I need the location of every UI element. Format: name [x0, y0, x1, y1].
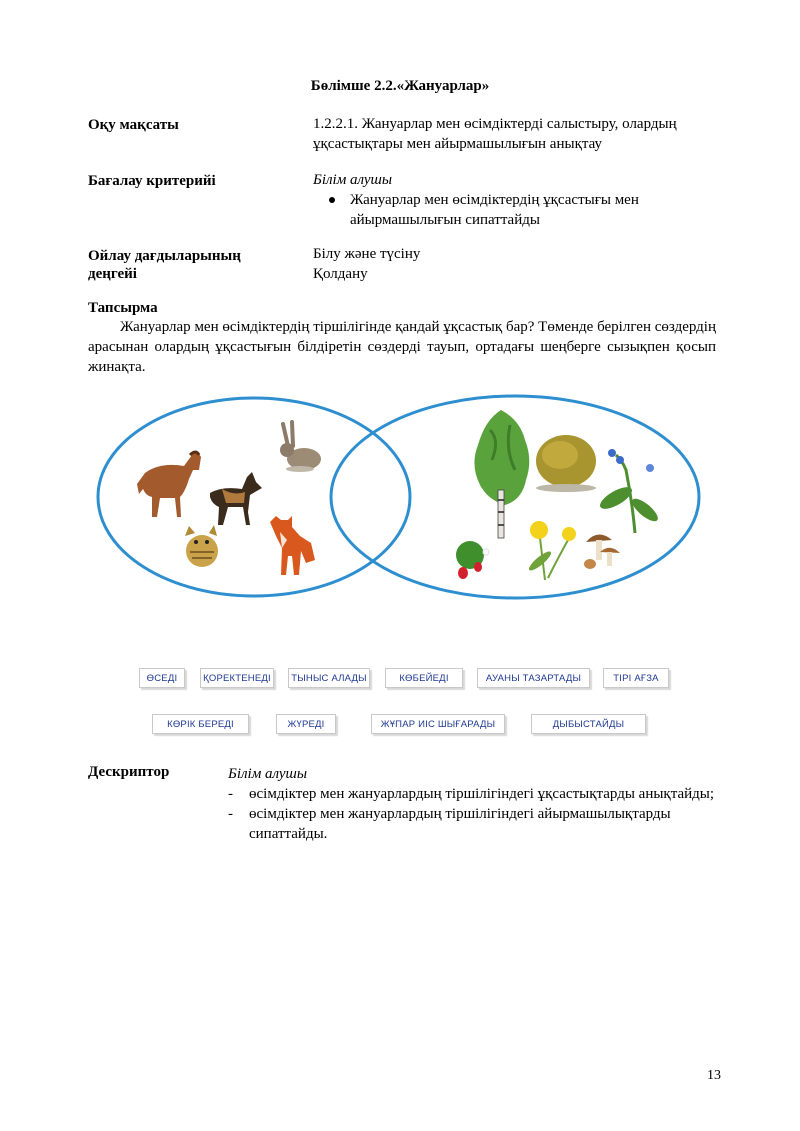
venn-left-circle: [98, 398, 410, 596]
word-card-cleans-air[interactable]: АУАНЫ ТАЗАРТАДЫ: [477, 668, 590, 688]
word-card-breathes[interactable]: ТЫНЫС АЛАДЫ: [288, 668, 370, 688]
page-number: 13: [707, 1068, 721, 1083]
descriptor-item: - өсімдіктер мен жануарлардың тіршілігіндегі ұқсастықтарды анықтайды;: [228, 784, 718, 804]
task-text: Жануарлар мен өсімдіктердің тіршілігінде қандай ұқсастық бар? Төменде берілген сөздердің арасынан олардың ұқсастығын білдіретін сөздерді тауып, ортадағы шеңберге сызықпен қосып жинақта.: [88, 319, 716, 375]
dog-icon: [210, 472, 262, 525]
rabbit-icon: [280, 422, 321, 472]
cat-icon: [185, 525, 218, 567]
word-card-feeds[interactable]: ҚОРЕКТЕНЕДІ: [200, 668, 274, 688]
descriptor-item: - өсімдіктер мен жануарлардың тіршілігіндегі айырмашылықтарды сипаттайды.: [228, 804, 718, 844]
bush-icon: [536, 435, 596, 492]
descriptor-label: Дескриптор: [88, 764, 170, 780]
dandelion-icon: [527, 521, 576, 580]
criteria-label: Бағалау критерийі: [88, 173, 216, 189]
horse-icon: [137, 452, 201, 517]
section-title: Бөлімше 2.2.«Жануарлар»: [310, 78, 490, 94]
strawberry-icon: [456, 541, 489, 579]
descriptor-intro: Білім алушы: [228, 766, 308, 782]
thinking-level-label-line1: Ойлау дағдыларының: [88, 248, 241, 264]
word-card-makes-sound[interactable]: ДЫБЫСТАЙДЫ: [531, 714, 646, 734]
criteria-bullet-text: Жануарлар мен өсімдіктердің ұқсастығы мен айырмашылығын сипаттайды: [350, 192, 639, 228]
thinking-level-label-line2: деңгейі: [88, 266, 137, 282]
flower-plant-icon: [597, 449, 661, 533]
learning-goal-label: Оқу мақсаты: [88, 117, 179, 133]
learning-goal-text: 1.2.2.1. Жануарлар мен өсімдіктерді салыстыру, олардың ұқсастықтары мен айырмашылығын анықтау: [313, 116, 677, 152]
word-card-living-organism[interactable]: ТІРІ АҒЗА: [603, 668, 669, 688]
birch-tree-icon: [474, 410, 529, 538]
word-card-grows[interactable]: ӨСЕДІ: [139, 668, 185, 688]
word-card-walks[interactable]: ЖҮРЕДІ: [276, 714, 336, 734]
criteria-intro: Білім алушы: [313, 172, 393, 188]
word-card-gives-scent[interactable]: ЖҰПАР ИІС ШЫҒАРАДЫ: [371, 714, 505, 734]
task-label: Тапсырма: [88, 300, 158, 316]
descriptor-block: [228, 764, 718, 844]
word-card-reproduces[interactable]: КӨБЕЙЕДІ: [385, 668, 463, 688]
fox-icon: [270, 516, 315, 575]
word-card-beautifies[interactable]: КӨРІК БЕРЕДІ: [152, 714, 249, 734]
thinking-level-value: Білу және түсіну: [313, 246, 421, 262]
mushroom-icon: [584, 534, 620, 569]
thinking-level-value: Қолдану: [313, 266, 368, 282]
